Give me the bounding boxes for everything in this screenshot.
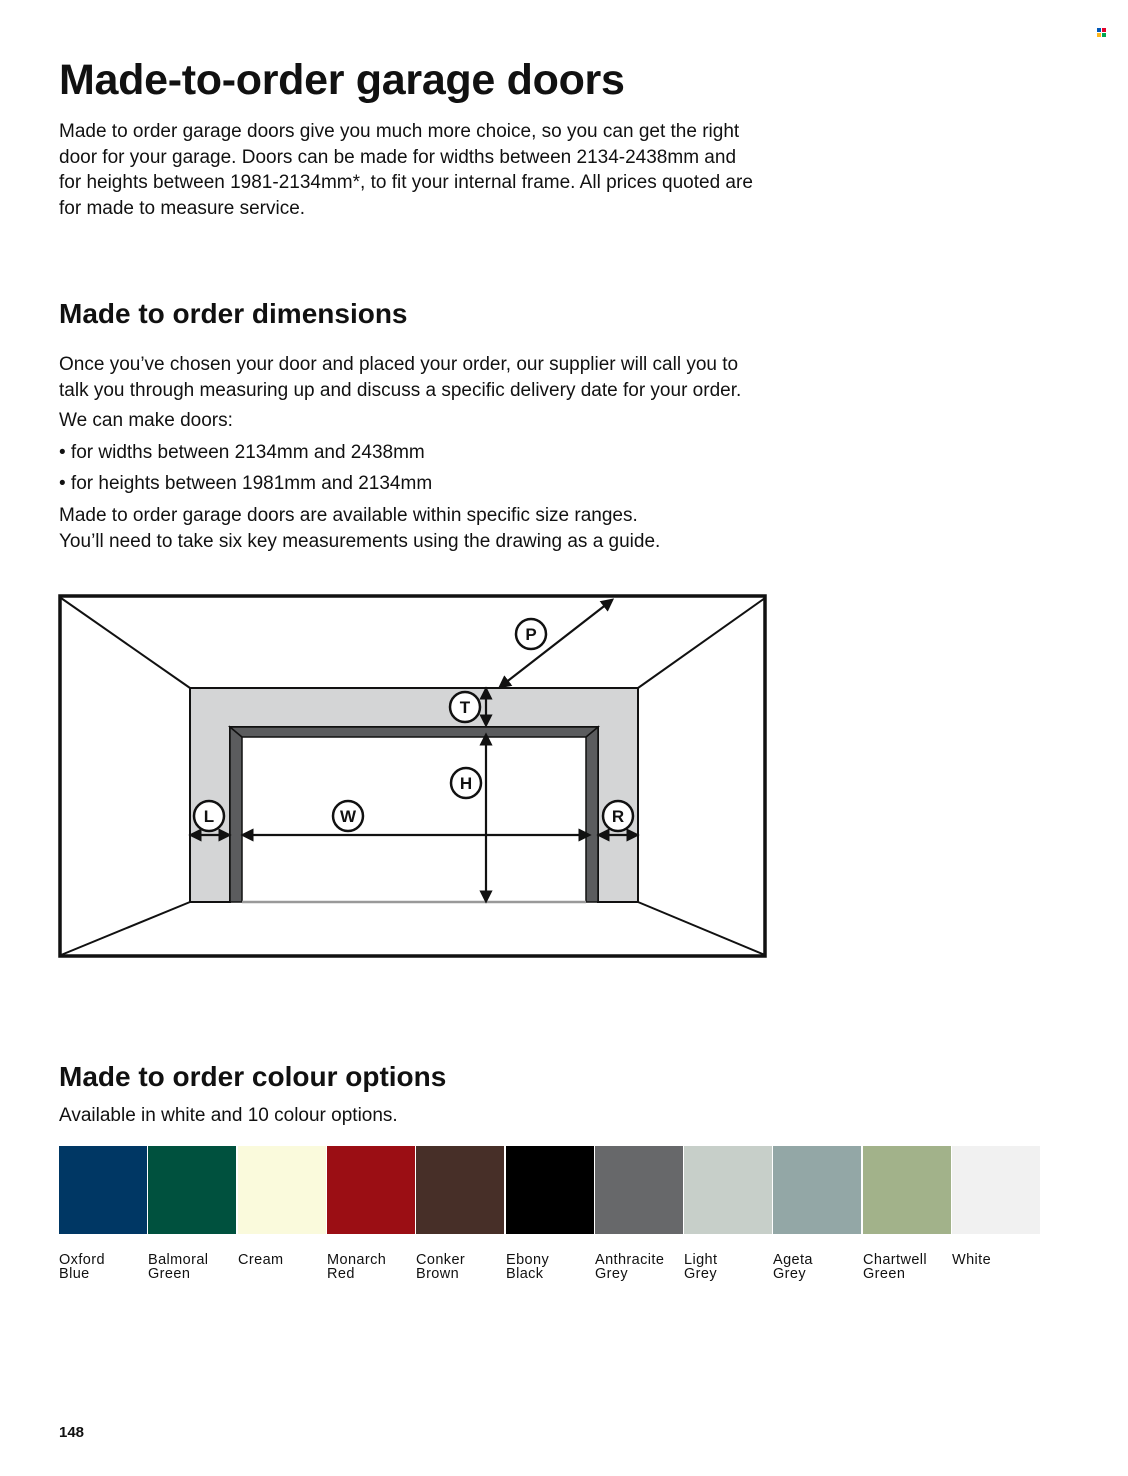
colour-label-line: Red <box>327 1266 355 1282</box>
colour-label-line: Blue <box>59 1266 90 1282</box>
colour-swatch-grid <box>59 1146 1040 1286</box>
colour-label <box>238 1253 326 1267</box>
colour-option <box>238 1146 326 1267</box>
colour-label-line: Grey <box>684 1266 718 1282</box>
colour-label-line: Chartwell <box>863 1252 928 1268</box>
colour-swatch <box>327 1146 415 1234</box>
colour-swatch <box>773 1146 861 1234</box>
colour-label-line: Balmoral <box>148 1252 209 1268</box>
colour-label-line: Monarch <box>327 1252 387 1268</box>
colour-label-line: Green <box>148 1266 191 1282</box>
colour-label-line: Oxford <box>59 1252 105 1268</box>
colour-label-line: Light <box>684 1252 718 1268</box>
colour-swatch <box>59 1146 147 1234</box>
colour-label-line: Ageta <box>773 1252 813 1268</box>
size-ranges-line: Made to order garage doors are available within specific size ranges. <box>59 505 638 526</box>
colour-label <box>59 1253 147 1281</box>
intro-paragraph <box>59 119 859 221</box>
dimensions-heading: Made to order dimensions <box>59 298 408 329</box>
page-number: 148 <box>59 1424 85 1441</box>
colour-swatch <box>416 1146 504 1234</box>
colour-label-line: Brown <box>416 1266 460 1282</box>
colour-label-line: Conker <box>416 1252 466 1268</box>
colour-option <box>327 1146 415 1281</box>
colour-swatch <box>148 1146 236 1234</box>
colour-label <box>952 1253 1040 1267</box>
colour-options-heading: Made to order colour options <box>59 1061 447 1092</box>
colour-swatch <box>506 1146 594 1234</box>
colour-label <box>863 1253 951 1281</box>
colour-swatch <box>863 1146 951 1234</box>
colour-label-line: Ebony <box>506 1252 550 1268</box>
colour-option <box>59 1146 147 1281</box>
label-p: P <box>525 625 537 644</box>
colour-option <box>595 1146 683 1281</box>
colour-label <box>148 1253 236 1281</box>
brand-logo-mark <box>1097 28 1106 37</box>
dimensions-line: talk you through measuring up and discuss a specific delivery date for your order. <box>59 379 742 401</box>
page-title: Made-to-order garage doors <box>59 56 625 104</box>
colour-label <box>416 1253 504 1281</box>
right-jamb-shadow <box>586 727 598 902</box>
colour-label <box>684 1253 772 1281</box>
dimensions-line: Once you’ve chosen your door and placed your order, our supplier will call you to <box>59 354 739 375</box>
label-w: W <box>339 807 357 826</box>
intro-line: for made to measure service. <box>59 197 306 219</box>
colour-label <box>773 1253 861 1281</box>
colour-option <box>416 1146 504 1281</box>
size-ranges-paragraph <box>59 503 859 554</box>
colour-label-line: White <box>952 1252 992 1268</box>
colour-label <box>595 1253 683 1281</box>
colour-option <box>684 1146 772 1281</box>
colour-option <box>506 1146 594 1281</box>
label-r: R <box>611 807 625 826</box>
colour-label-line: Green <box>863 1266 906 1282</box>
colour-option <box>148 1146 236 1281</box>
dimensions-paragraph <box>59 352 859 403</box>
colour-label <box>327 1253 415 1281</box>
colour-label-line: Black <box>506 1266 544 1282</box>
size-ranges-line: You’ll need to take six key measurements using the drawing as a guide. <box>59 530 661 552</box>
left-jamb-shadow <box>230 727 242 902</box>
colour-swatch <box>952 1146 1040 1234</box>
colour-option <box>863 1146 951 1281</box>
colour-label-line: Grey <box>773 1266 807 1282</box>
intro-line: door for your garage. Doors can be made for widths between 2134-2438mm and <box>59 146 737 168</box>
colour-label <box>506 1253 594 1281</box>
colour-label-line: Cream <box>238 1252 284 1268</box>
width-range-bullet: • for widths between 2134mm and 2438mm <box>59 442 425 463</box>
colour-label-line: Anthracite <box>595 1252 665 1268</box>
colour-swatch <box>684 1146 772 1234</box>
measurement-diagram <box>58 594 768 960</box>
head-shadow <box>230 727 598 737</box>
colour-swatch <box>238 1146 326 1234</box>
height-range-bullet: • for heights between 1981mm and 2134mm <box>59 473 433 494</box>
colour-label-line: Grey <box>595 1266 629 1282</box>
colour-swatch <box>595 1146 683 1234</box>
label-l: L <box>203 807 215 826</box>
intro-line: for heights between 1981-2134mm*, to fit your internal frame. All prices quoted are <box>59 172 753 193</box>
colour-option <box>773 1146 861 1281</box>
colour-options-subheading: Available in white and 10 colour options. <box>59 1105 398 1126</box>
label-t: T <box>459 698 471 717</box>
colour-option <box>952 1146 1040 1267</box>
label-h: H <box>459 774 473 793</box>
make-doors-intro: We can make doors: <box>59 410 233 431</box>
intro-line: Made to order garage doors give you much more choice, so you can get the right <box>59 121 740 142</box>
